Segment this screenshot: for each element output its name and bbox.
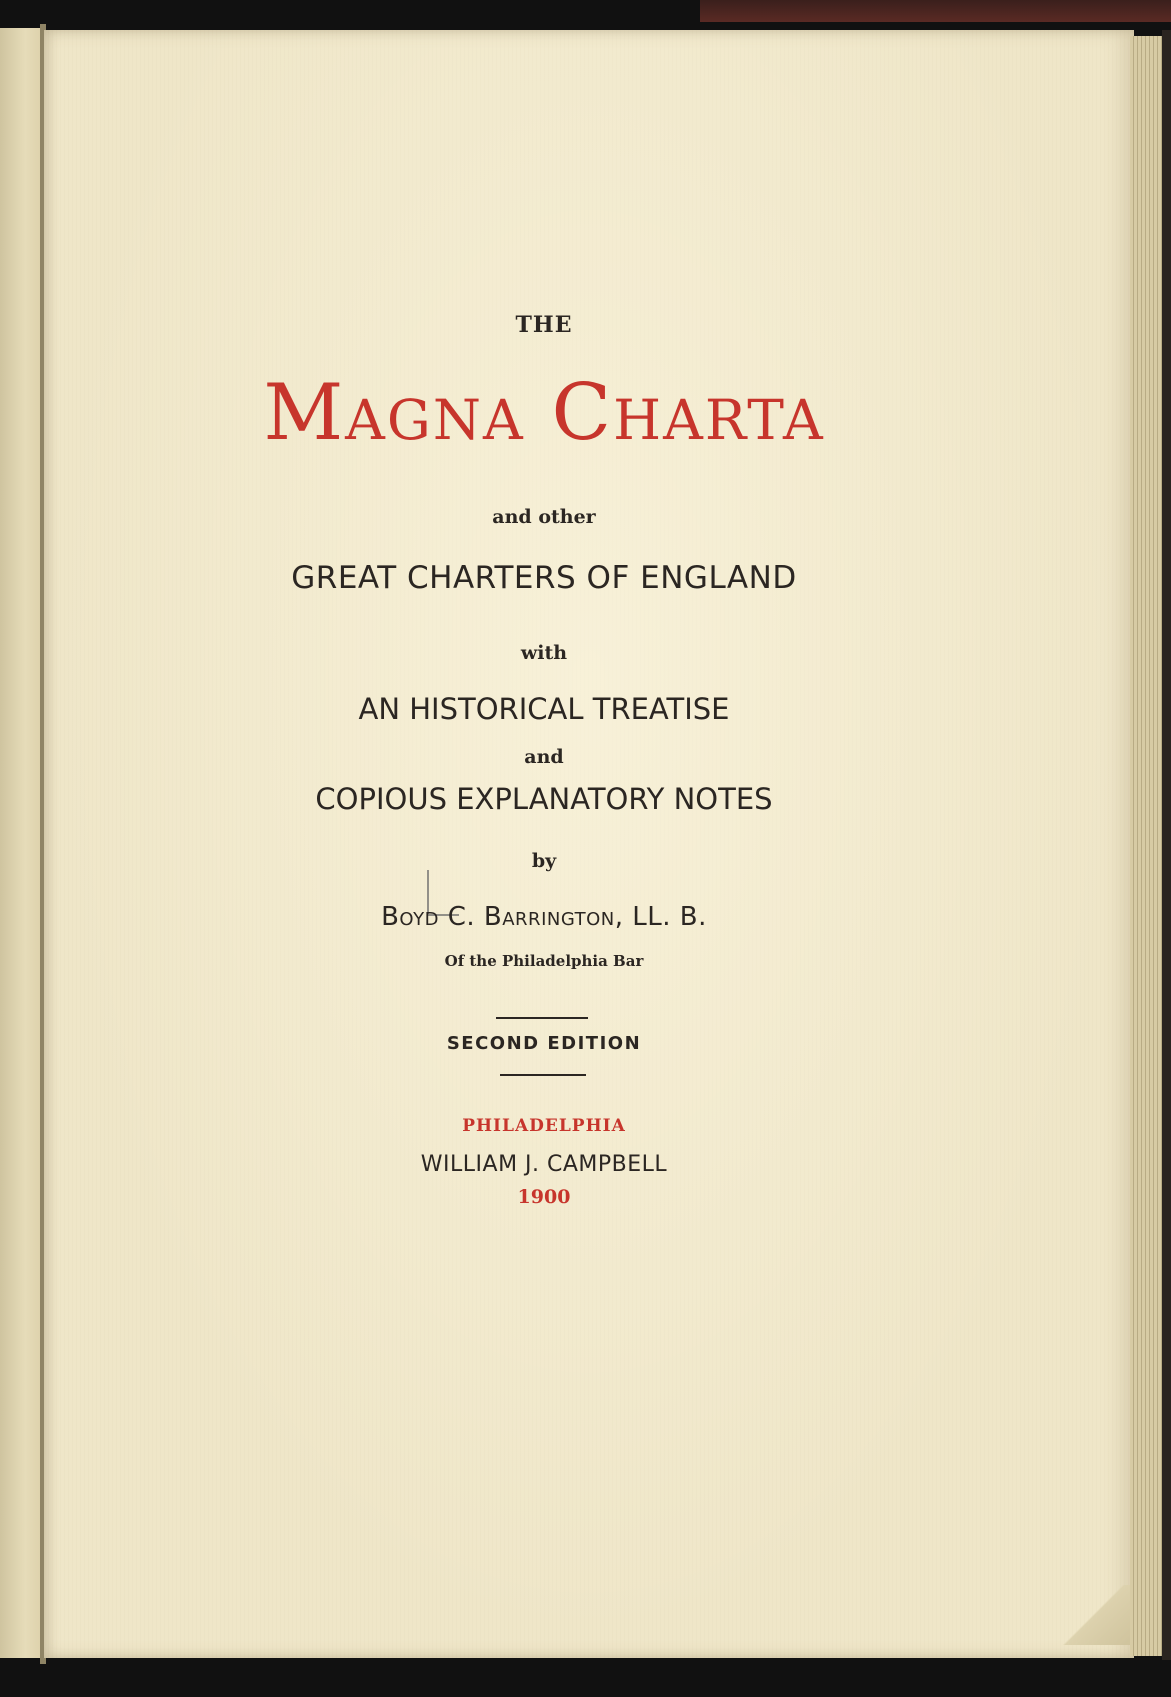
- book-spine-shadow: [1162, 30, 1171, 1660]
- publication-city: PHILADELPHIA: [462, 1116, 626, 1136]
- author-affiliation: Of the Philadelphia Bar: [444, 952, 644, 970]
- left-page-edge: [0, 28, 43, 1658]
- title-article: THE: [515, 312, 573, 338]
- subtitle-connector: and other: [492, 506, 596, 528]
- publication-year: 1900: [517, 1186, 571, 1208]
- connector-and: and: [524, 746, 564, 768]
- main-title: Magna Charta: [263, 368, 825, 458]
- subtitle-historical-treatise: AN HISTORICAL TREATISE: [358, 692, 730, 726]
- subtitle-great-charters: GREAT CHARTERS OF ENGLAND: [291, 560, 797, 596]
- connector-with: with: [520, 642, 568, 664]
- edition-label: SECOND EDITION: [446, 1033, 642, 1054]
- divider-rule-bottom: [500, 1074, 586, 1076]
- subtitle-explanatory-notes: COPIOUS EXPLANATORY NOTES: [315, 782, 773, 816]
- divider-rule-top: [496, 1017, 588, 1019]
- connector-by: by: [531, 850, 557, 872]
- book-cover-edge: [700, 0, 1171, 22]
- publisher-name: WILLIAM J. CAMPBELL: [420, 1152, 668, 1177]
- page-stack-edges: [1130, 36, 1166, 1656]
- title-page-content: [44, 30, 1134, 1658]
- author-name: Boyd C. Barrington, LL. B.: [381, 902, 707, 932]
